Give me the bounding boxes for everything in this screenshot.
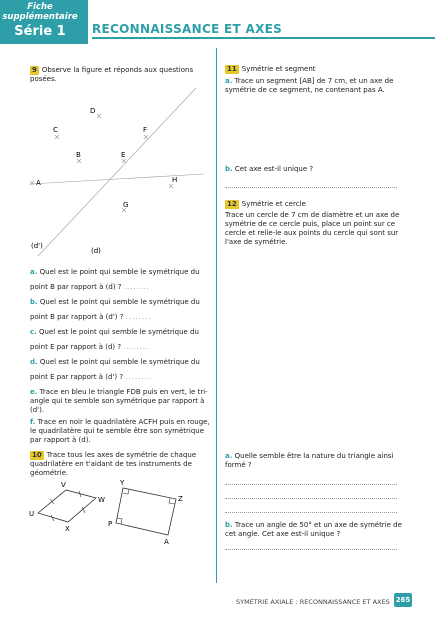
- ex12-qb-line1: Trace un angle de 50° et un axe de symétrie de: [234, 521, 402, 529]
- rhombus-ticks: [50, 491, 85, 521]
- label-d-prime: (d'): [31, 242, 43, 250]
- ex12-qa-key: a.: [225, 452, 233, 460]
- ex10-figures: [26, 478, 216, 548]
- ex10-line2: quadrilatère en t'aidant de tes instruments de: [30, 460, 192, 468]
- ex9-qf-line2: le quadrilatère qui te semble être son symétrique: [30, 427, 205, 435]
- badge-line1: Fiche: [27, 2, 53, 12]
- ex9-questions: [30, 268, 214, 445]
- label-H: H: [172, 176, 178, 184]
- rhombus-UVWX: [38, 490, 96, 522]
- ex9-number: 9: [32, 66, 37, 74]
- ex12-line2: symétrie de ce cercle puis, place un point sur ce: [225, 220, 396, 228]
- ex12-qb: [225, 521, 410, 539]
- series-badge: [0, 0, 88, 44]
- answer-dots[interactable]: ........: [123, 343, 150, 351]
- ex12-qb-line2: cet angle. Cet axe est-il unique ?: [225, 530, 341, 538]
- label-B: B: [76, 151, 81, 159]
- ex9-qe-line2: angle qui te semble son symétrique par rapport à: [30, 397, 205, 405]
- ex11: [225, 65, 410, 95]
- label-Y: Y: [120, 479, 125, 487]
- ex12-qa: [225, 452, 410, 470]
- ex11-qb: [225, 165, 410, 174]
- page-title: RECONNAISSANCE ET AXES: [92, 22, 283, 36]
- right-angle-marks: [117, 489, 175, 524]
- ex9-qb-line2: point B par rapport à (d') ?: [30, 313, 124, 321]
- ex12-qa-line1: Quelle semble être la nature du triangle ainsi: [234, 452, 394, 460]
- label-F: F: [143, 126, 148, 134]
- label-A: A: [36, 179, 41, 187]
- quad-YZAP: [116, 488, 176, 535]
- label-d: (d): [91, 247, 101, 255]
- ex10-text: [30, 451, 214, 478]
- label-Z: Z: [178, 495, 183, 503]
- qc-key: c.: [30, 328, 37, 336]
- badge-line2: supplémentaire: [2, 12, 78, 22]
- ex9-qb-line1: Quel est le point qui semble le symétrique du: [39, 298, 200, 306]
- ex11-qa-line1: Trace un segment [AB] de 7 cm, et un axe de: [234, 77, 394, 85]
- ex12-qb-key: b.: [225, 521, 233, 529]
- badge-series: Série 1: [14, 24, 66, 39]
- ex11-number: 11: [227, 65, 237, 73]
- ex12-heading: Symétrie et cercle: [241, 200, 306, 208]
- ex9-qf-line3: par rapport à (d).: [30, 436, 91, 444]
- label-E: E: [121, 151, 126, 159]
- ex11-qa-line2: symétrie de ce segment, ne contenant pas A.: [225, 86, 385, 94]
- qa-key: a.: [30, 268, 38, 276]
- ex11-answer-line[interactable]: [225, 187, 397, 188]
- page-number: 265: [394, 593, 412, 607]
- ex9-qf-line1: Trace en noir le quadrilatère ACFH puis en rouge,: [37, 418, 210, 426]
- label-G: G: [123, 201, 129, 209]
- answer-dots[interactable]: ........: [125, 373, 152, 381]
- point-marks: [30, 114, 173, 212]
- label-W: W: [98, 496, 105, 504]
- ex9-qa-line1: Quel est le point qui semble le symétrique du: [39, 268, 200, 276]
- ex10-line1: Trace tous les axes de symétrie de chaque: [46, 451, 197, 459]
- ex9-figure: [28, 80, 214, 260]
- column-divider: [216, 48, 217, 583]
- ex12-line1: Trace un cercle de 7 cm de diamètre et un axe de: [225, 211, 400, 219]
- qe-key: e.: [30, 388, 38, 396]
- ex12-number: 12: [227, 200, 237, 208]
- ex12: [225, 200, 410, 247]
- ex12-answer-line-3[interactable]: [225, 512, 397, 513]
- title-underline: [92, 37, 435, 39]
- label-U: U: [29, 510, 35, 518]
- answer-dots[interactable]: ........: [123, 283, 150, 291]
- answer-dots[interactable]: ........: [125, 313, 152, 321]
- ex11-qb-text: Cet axe est-il unique ?: [234, 165, 314, 173]
- ex9-intro-text: Observe la figure et réponds aux questions posées.: [30, 66, 194, 83]
- ex12-qb-answer-line[interactable]: [225, 549, 397, 550]
- ex12-line4: l'axe de symétrie.: [225, 238, 288, 246]
- ex10-number: 10: [32, 451, 42, 459]
- ex9-qc-line2: point E par rapport à (d) ?: [30, 343, 122, 351]
- ex11-qb-key: b.: [225, 165, 233, 173]
- label-C: C: [53, 126, 58, 134]
- footer-text: SYMÉTRIE AXIALE : RECONNAISSANCE ET AXES: [236, 598, 390, 606]
- ex9-qe-line1: Trace en bleu le triangle FDB puis en vert, le tri-: [39, 388, 208, 396]
- label-X: X: [65, 525, 70, 533]
- ex9-qe-line3: (d').: [30, 406, 45, 414]
- ex12-line3: cercle et relie-le aux points du cercle qui sont sur: [225, 229, 399, 237]
- ex9-qd-line1: Quel est le point qui semble le symétrique du: [39, 358, 200, 366]
- ex12-qa-line2: formé ?: [225, 461, 252, 469]
- qb-key: b.: [30, 298, 38, 306]
- ex9-qa-line2: point B par rapport à (d) ?: [30, 283, 122, 291]
- ex12-answer-line-1[interactable]: [225, 484, 397, 485]
- qd-key: d.: [30, 358, 38, 366]
- line-d: [30, 174, 204, 184]
- ex12-answer-line-2[interactable]: [225, 498, 397, 499]
- ex9-qc-line1: Quel est le point qui semble le symétrique du: [39, 328, 199, 336]
- label-P: P: [108, 520, 113, 528]
- ex11-qa-key: a.: [225, 77, 233, 85]
- qf-key: f.: [30, 418, 36, 426]
- label-D: D: [90, 107, 96, 115]
- badge-tip: [80, 0, 88, 44]
- label-A-quad: A: [164, 538, 169, 546]
- line-d-prime: [38, 88, 196, 256]
- ex11-heading: Symétrie et segment: [241, 65, 316, 73]
- label-V: V: [61, 481, 66, 489]
- ex10-line3: géométrie.: [30, 469, 69, 477]
- ex9-qd-line2: point E par rapport à (d') ?: [30, 373, 124, 381]
